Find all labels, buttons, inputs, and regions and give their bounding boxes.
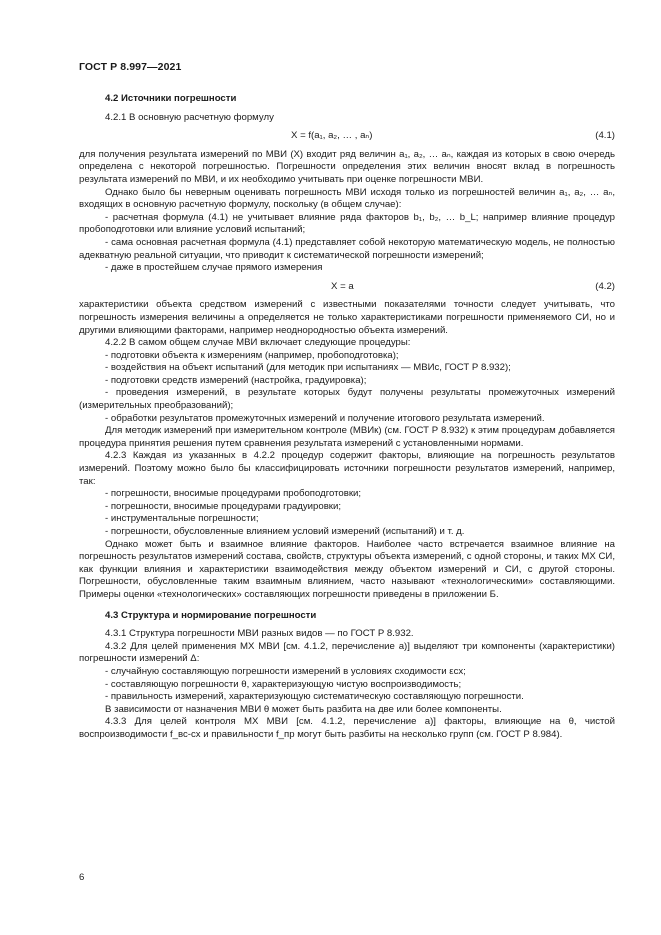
paragraph-control-methods: Для методик измерений при измерительном контроле (МВИк) (см. ГОСТ Р 8.932) к этим процедурам добавляется процедура принятия решения путем сравнения результата измерений с установленными нормами. (79, 425, 615, 449)
paragraph-incorrect-estimation: Однако было бы неверным оценивать погрешность МВИ исходя только из погрешностей величин a₁, a₂, … aₙ, входящих в основную расчетную формулу, поскольку (в общем случае): (79, 186, 615, 211)
formula-4-2-expression: X = a (331, 280, 354, 292)
formula-4-2 (79, 281, 615, 294)
list-item: - погрешности, вносимые процедурами пробоподготовки; (105, 488, 362, 500)
list-item: - проведения измерений, в результате которых будут получены результаты промежуточных измерений (измерительных преобразований); (79, 387, 615, 412)
formula-4-2-number: (4.2) (595, 280, 615, 292)
paragraph-after-formula-4-2: характеристики объекта средством измерений с известными показателями точности следует учитывать, что погрешность измерения величины a определяется не только характеристиками погрешности применяемого СИ, но и другими влияющими факторами, например неоднородностью объекта измерений. (79, 299, 615, 336)
list-item: - подготовки средств измерений (настройка, градуировка); (105, 374, 367, 386)
list-item: - случайную составляющую погрешности измерений в условиях сходимости εсх; (105, 665, 466, 677)
paragraph-theta: В зависимости от назначения МВИ θ может быть разбита на две или более компоненты. (105, 703, 502, 715)
list-item: - инструментальные погрешности; (105, 513, 259, 525)
paragraph-after-formula-4-1: для получения результата измерений по МВИ (X) входит ряд величин a₁, a₂, … aₙ, каждая из которых в свою очередь определена с некоторой погрешностью. Погрешности определения этих величин вносят вклад в погрешность результата измерений по МВИ, и их необходимо учитывать при оценке погрешности МВИ. (79, 148, 615, 185)
section-heading-4-3: 4.3 Структура и нормирование погрешности (105, 609, 317, 621)
list-item: - расчетная формула (4.1) не учитывает влияние ряда факторов b₁, b₂, … b_L; например влияние процедур пробоподготовки или влияние условий испытаний; (79, 211, 615, 236)
list-item: - воздействия на объект испытаний (для методик при испытаниях — МВИс, ГОСТ Р 8.932); (105, 362, 511, 374)
paragraph-4-3-1: 4.3.1 Структура погрешности МВИ разных видов — по ГОСТ Р 8.932. (105, 628, 414, 640)
formula-4-1-expression: X = f(a₁, a₂, … , aₙ) (291, 130, 373, 142)
list-item: - составляющую погрешности θ, характеризующую чистую воспроизводимость; (105, 678, 462, 690)
list-item: - погрешности, вносимые процедурами градуировки; (105, 500, 342, 512)
paragraph-4-2-1: 4.2.1 В основную расчетную формулу (105, 111, 274, 123)
list-item: - сама основная расчетная формула (4.1) представляет собой некоторую математическую модель, не полностью адекватную реальной ситуации, что приводит к систематической погрешности измерений; (79, 236, 615, 261)
page-number: 6 (79, 872, 85, 883)
paragraph-4-3-2: 4.3.2 Для целей применения МХ МВИ [см. 4.1.2, перечисление а)] выделяют три компоненты (характеристики) погрешности измерений Δ: (79, 640, 615, 665)
formula-4-1 (79, 130, 615, 143)
list-item: - подготовки объекта к измерениям (например, пробоподготовка); (105, 349, 399, 361)
list-item: - правильность измерений, характеризующую систематическую составляющую погрешности. (105, 691, 524, 703)
formula-4-1-number: (4.1) (595, 130, 615, 142)
section-heading-4-2: 4.2 Источники погрешности (105, 93, 237, 104)
paragraph-4-3-3: 4.3.3 Для целей контроля МХ МВИ [см. 4.1.2, перечисление а)] факторы, влияющие на θ, чистой воспроизводимости f_вс-сх и правильности f_пр могут быть разбиты на несколько групп (см. ГОСТ Р 8.984). (79, 716, 615, 740)
document-header: ГОСТ Р 8.997—2021 (79, 61, 182, 73)
paragraph-interaction: Однако может быть и взаимное влияние факторов. Наиболее часто встречается взаимное влияние на погрешность результатов измерений состава, свойств, структуры объекта измерений, с одной стороны, и таких МХ СИ, как функции влияния и характеристики взаимодействия между объектом измерений и СИ, с другой стороны. Погрешности, обусловленные таким взаимным влиянием, часто называют «технологическими» составляющими. Примеры оценки «технологических» составляющих погрешности приведены в приложении Б. (79, 538, 615, 600)
list-item: - обработки результатов промежуточных измерений и получение итогового результата измерений. (105, 412, 545, 424)
list-item: - даже в простейшем случае прямого измерения (105, 262, 323, 274)
body-text (79, 93, 615, 742)
paragraph-4-2-2: 4.2.2 В самом общем случае МВИ включает следующие процедуры: (105, 337, 411, 349)
list-item: - погрешности, обусловленные влиянием условий измерений (испытаний) и т. д. (105, 526, 465, 537)
paragraph-4-2-3: 4.2.3 Каждая из указанных в 4.2.2 процедур содержит факторы, влияющие на погрешность результатов измерений. Поэтому можно было бы классифицировать источники погрешности результатов измерений, например, так: (79, 450, 615, 487)
